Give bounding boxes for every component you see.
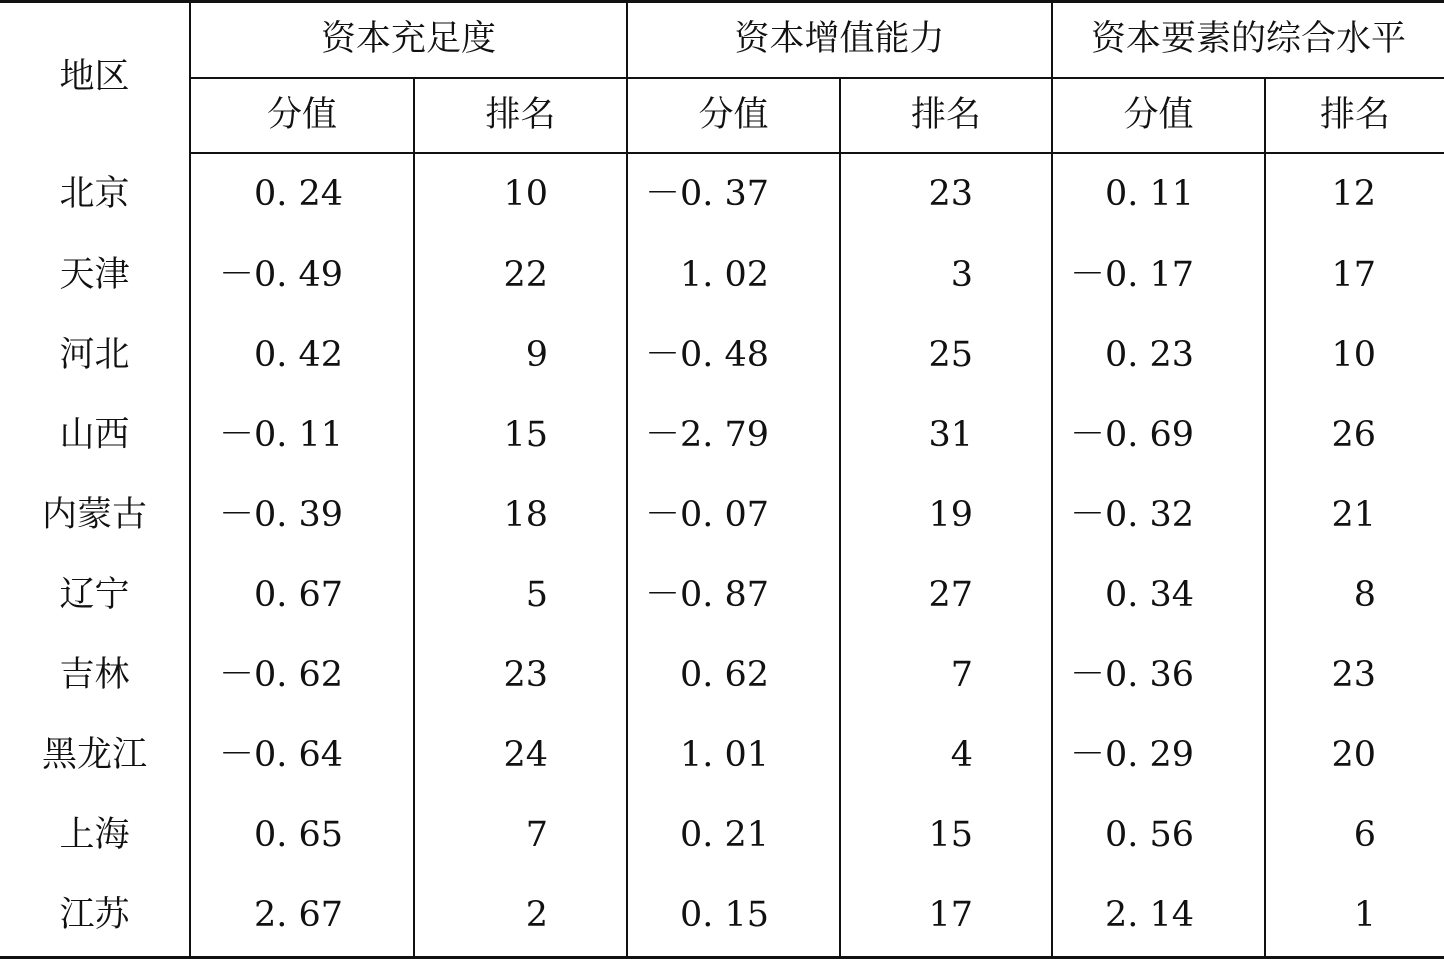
cell-total-score: －0. 17	[1052, 236, 1265, 316]
cell-growth-score: －0. 07	[627, 476, 840, 556]
header-group-composite-level: 资本要素的综合水平	[1052, 2, 1444, 78]
cell-capital-rank: 2	[414, 876, 627, 958]
cell-capital-score: －0. 49	[190, 236, 414, 316]
cell-total-score: 0. 11	[1052, 153, 1265, 236]
cell-growth-score: －0. 37	[627, 153, 840, 236]
table-row	[0, 636, 1444, 716]
cell-capital-score: －0. 39	[190, 476, 414, 556]
cell-growth-score: 0. 62	[627, 636, 840, 716]
cell-region: 吉林	[59, 655, 130, 695]
cell-total-rank: 26	[1265, 396, 1444, 476]
cell-capital-rank: 18	[414, 476, 627, 556]
cell-growth-rank: 19	[840, 476, 1052, 556]
cell-capital-rank: 24	[414, 716, 627, 796]
cell-growth-rank: 17	[840, 876, 1052, 958]
cell-total-rank: 6	[1265, 796, 1444, 876]
table-row	[0, 316, 1444, 396]
cell-capital-score: 0. 67	[190, 556, 414, 636]
cell-total-rank: 1	[1265, 876, 1444, 958]
cell-capital-rank: 23	[414, 636, 627, 716]
cell-growth-rank: 31	[840, 396, 1052, 476]
table-row	[0, 796, 1444, 876]
header-group-capital-adequacy: 资本充足度	[190, 2, 627, 78]
cell-growth-score: －0. 48	[627, 316, 840, 396]
table-row	[0, 716, 1444, 796]
cell-capital-rank: 15	[414, 396, 627, 476]
subheader-rank: 排名	[1265, 78, 1444, 153]
cell-growth-score: 1. 02	[627, 236, 840, 316]
table-row	[0, 153, 1444, 236]
cell-total-score: 0. 23	[1052, 316, 1265, 396]
table-header	[0, 2, 1444, 153]
subheader-rank: 排名	[414, 78, 627, 153]
cell-total-rank: 21	[1265, 476, 1444, 556]
cell-growth-rank: 23	[840, 153, 1052, 236]
table-row	[0, 556, 1444, 636]
cell-region: 上海	[59, 815, 130, 855]
cell-growth-score: －2. 79	[627, 396, 840, 476]
cell-total-rank: 17	[1265, 236, 1444, 316]
cell-total-score: 0. 34	[1052, 556, 1265, 636]
header-row-subheaders	[0, 78, 1444, 153]
subheader-score: 分值	[1052, 78, 1265, 153]
cell-region: 北京	[59, 173, 130, 214]
cell-growth-rank: 15	[840, 796, 1052, 876]
cell-growth-rank: 25	[840, 316, 1052, 396]
table-row	[0, 236, 1444, 316]
cell-region: 辽宁	[59, 575, 130, 615]
cell-region: 江苏	[0, 876, 190, 958]
cell-capital-score: 0. 24	[190, 153, 414, 236]
subheader-score: 分值	[190, 78, 414, 153]
cell-region: 天津	[59, 255, 130, 295]
cell-capital-rank: 5	[414, 556, 627, 636]
cell-region: 河北	[59, 335, 130, 375]
cell-growth-score: 0. 21	[627, 796, 840, 876]
cell-growth-score: －0. 87	[627, 556, 840, 636]
cell-growth-score: 1. 01	[627, 716, 840, 796]
cell-capital-score: 0. 42	[190, 316, 414, 396]
cell-capital-rank: 10	[414, 153, 627, 236]
cell-capital-score: －0. 64	[190, 716, 414, 796]
cell-total-rank: 8	[1265, 556, 1444, 636]
header-row-groups	[0, 2, 1444, 78]
cell-growth-rank: 27	[840, 556, 1052, 636]
cell-region: 内蒙古	[41, 495, 147, 535]
cell-growth-rank: 4	[840, 716, 1052, 796]
cell-growth-rank: 7	[840, 636, 1052, 716]
cell-capital-rank: 22	[414, 236, 627, 316]
cell-total-rank: 10	[1265, 316, 1444, 396]
cell-capital-rank: 7	[414, 796, 627, 876]
cell-total-score: －0. 36	[1052, 636, 1265, 716]
cell-region: 黑龙江	[41, 735, 147, 775]
header-group-capital-appreciation: 资本增值能力	[627, 2, 1052, 78]
subheader-score: 分值	[627, 78, 840, 153]
cell-capital-rank: 9	[414, 316, 627, 396]
cell-total-score: －0. 29	[1052, 716, 1265, 796]
cell-capital-score: 2. 67	[190, 876, 414, 958]
table-row	[0, 476, 1444, 556]
table-row	[0, 396, 1444, 476]
cell-total-score: 2. 14	[1052, 876, 1265, 958]
header-region: 地区	[0, 2, 190, 153]
table-row	[0, 876, 1444, 958]
cell-total-score: －0. 32	[1052, 476, 1265, 556]
cell-total-rank: 12	[1265, 153, 1444, 236]
cell-total-rank: 20	[1265, 716, 1444, 796]
cell-capital-score: －0. 11	[190, 396, 414, 476]
cell-growth-score: 0. 15	[627, 876, 840, 958]
cell-total-rank: 23	[1265, 636, 1444, 716]
cell-total-score: －0. 69	[1052, 396, 1265, 476]
subheader-rank: 排名	[840, 78, 1052, 153]
cell-region: 山西	[59, 415, 130, 455]
table-body	[0, 153, 1444, 958]
cell-capital-score: －0. 62	[190, 636, 414, 716]
cell-growth-rank: 3	[840, 236, 1052, 316]
cell-total-score: 0. 56	[1052, 796, 1265, 876]
cell-capital-score: 0. 65	[190, 796, 414, 876]
